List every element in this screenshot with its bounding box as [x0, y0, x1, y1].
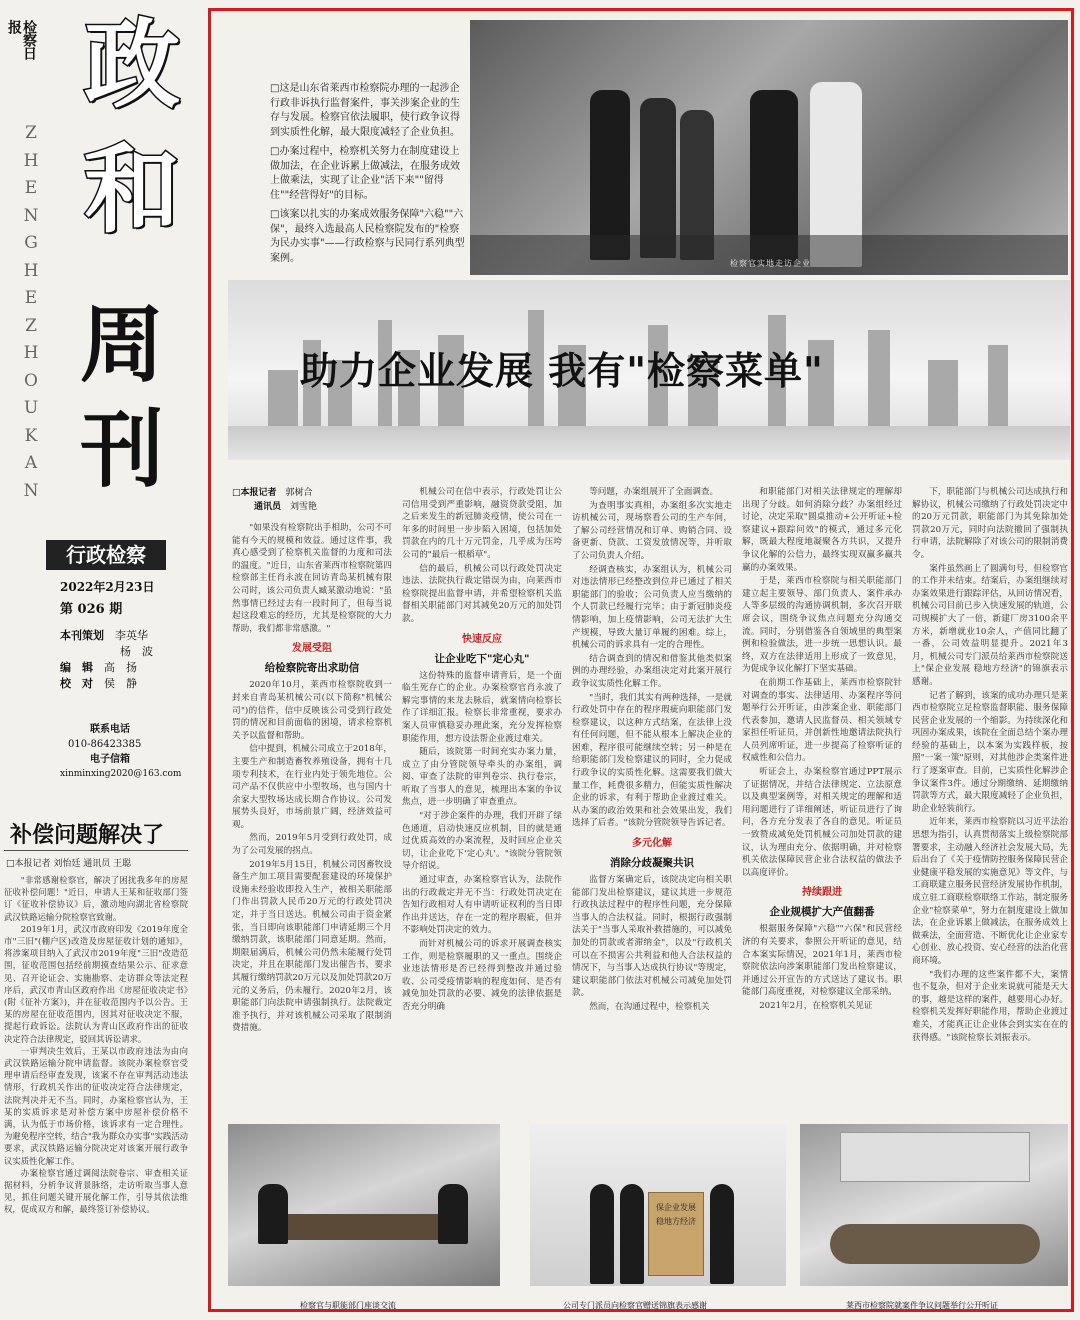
masthead-char-1: 政 — [84, 8, 180, 121]
bottom-caption-2: 公司专门派员向检察官赠送锦旗表示感谢 — [563, 1301, 707, 1310]
top-photo — [470, 20, 1068, 275]
paper-logo: 检察日报 — [6, 20, 37, 59]
bottom-photo-3 — [800, 1124, 1068, 1286]
top-photo-caption: 检察官实地走访企业 — [730, 259, 811, 268]
issue-number: 第 026 期 — [60, 602, 123, 617]
column-3: 等问题，办案组展开了全面调查。 为查明事实真相，办案组多次实地走访机械公司，现场察看公司的生产车间，了解公司经营情况和订单、购销合同、设备更新、贷款、工资发放情况等，并听取了公司负责人介绍。 经调查核实，办案组认为，机械公司对违法情形已经整改到位并已通过了相关职能部门的验收；公司负责人应当缴纳的个人罚款已经履行完毕；由于新冠肺炎疫情影响，加上疫情影响，公司无法扩大生产规模，导致大量订单履约困难。综上，机械公司的诉求具有一定的合理性。 结合调查到的情况和借鉴其他类似案例的办理经验，办案组决定对此案开展行政争议实质性化解工作。 "当时，我们其实有两种选择，一是就行政处罚中存在的程序瑕疵向职能部门发检察建议，以这种方式结案，在法律上没有任何问题，但不能从根本上解决企业的困难，程序很可能继续空转；另一种是在给职能部门发检察建议的同时，全力促成行政争议的实质性化解。这需要我们做大量工作，耗费很多精力，但能实质性解决企业的诉求，有利于帮助企业渡过难关。从办案的政治效果和社会效果出发，我们选择了后者。"该院分管院领导告诉记者。 多元化解 消除分歧凝聚共识 监督方案确定后，该院决定向相关职能部门发出检察建议，建议其进一步规范行政执法过程中的程序性问题，充分保障当事人的合法权益。同时，根据行政强制法关于"当事人采取补救措施的，可以减免加处的罚款或者滞纳金"，以及"行政机关可以在不损害公共利益和他人合法权益的情况下，与当事人达成执行协议"等规定，建议职能部门依法对机械公司减免加处罚款。 然而，在沟通过程中，检察机关 — [572, 487, 732, 1012]
award-banner: 保企业发展 稳地方经济 — [648, 1192, 704, 1276]
masthead-char-2: 和 — [84, 133, 180, 246]
staff-list: 本刊策划 李英华 杨 波 编 辑 高 扬 校 对 侯 静 — [60, 629, 153, 690]
column-5: 下，职能部门与机械公司达成执行和解协议，机械公司缴纳了行政处罚决定中的20万元罚款，职能部门为其免除加处罚款20万元，同时向法院撤回了强制执行申请，法院解除了对该公司的限制消费令。 案件虽然画上了圆满句号，但检察官的工作并未结束。结案后，办案组继续对办案效果进行跟踪评估，从回访情况看，机械公司目前已步入快速发展的轨道，公司规模扩大了一倍，新建厂房3100余平方米，新增就业10余人，产值同比翻了一番，公司效益明显提升。2021年3月，机械公司专门派员给莱西市检察院送上"保企业发展 稳地方经济"的锦旗表示感谢。 记者了解到，该案的成功办理只是莱西市检察院立足检察监督职能、服务保障民营企业发展的一个缩影。为持续深化和巩固办案成果，该院在全面总结个案办理经验的基础上，以本案为实践样板，按照"一案一策"原则，对其他涉企类案件进行了逐案审查。目前，已实质性化解涉企争议案件3件。通过分期缴纳、延期缴纳罚款等方式，最大限度减轻了企业负担，助企业轻装前行。 近年来，莱西市检察院以习近平法治思想为指引，认真贯彻落实上级检察院部署要求，主动融入经济社会发展大局，先后出台了《关于疫情防控服务保障民营企业健康平稳发展的实施意见》等文件，与工商联建立服务民营经济发展协作机制，成立驻工商联检察联络工作站，制定服务企业"检察菜单"，努力在制度建设上做加法，在企业诉累上做减法，在服务成效上做乘法，全面营造、不断优化让企业家专心创业、放心投资、安心经营的法治化营商环境。 "我们办理的这些案件都不大，案情也不复杂，但对于企业来说就可能是天大的事，越是这样的案件，越要用心办好。检察机关发挥好职能作用，帮助企业渡过难关，才能真正让企业体会到实实在在的获得感。"该院检察长刘振表示。 — [912, 487, 1068, 1043]
column-2: 机械公司在信中表示，行政处罚让公司信用受到严重影响，融资贷款受阻，加之后来发生的新冠肺炎疫情，使公司在一年多的时间里一步步陷入困境，包括加处罚款在内的几十万元罚金，几乎成为压垮公司的"最后一根稻草"。 信的最后，机械公司以行政处罚决定违法、法院执行裁定错误为由，向莱西市检察院提出监督申请，并希望检察机关监督相关职能部门对其减免20万元的加处罚款。 快速反应 让企业吃下"定心丸" 这份特殊的监督申请背后，是一个面临生死存亡的企业。办案检察官肖永波了解完事情的来龙去脉后，就案情向检察长作了详细汇报。检察长非常重视，要求办案人员审慎稳妥办理此案，充分发挥检察职能作用，想方设法帮企业渡过难关。 随后，该院第一时间充实办案力量，成立了由分管院领导牵头的办案组，调阅、审查了法院的审判卷宗、执行卷宗，听取了当事人的意见，梳理出本案的争议焦点，进一步明确了审查重点。 "对于涉企案件的办理，我们开辟了绿色通道，启动快速反应机制，目的就是通过优质高效的办案流程，及时回应企业关切，让企业吃下'定心丸'。"该院分管院领导介绍说。 通过审查，办案检察官认为，法院作出的行政裁定并无不当：行政处罚决定在告知行政相对人有申请听证权利的当日即作出并送达，存在一定的程序瑕疵，但并不影响处罚决定的效力。 而针对机械公司的诉求开展调查核实工作，则是检察履职的又一重点。围绕企业违法情形是否已经得到整改并通过验收、公司受疫情影响的程度如何、是否有减免加处罚款的必要、减免的法律依据是否充分明确 — [402, 487, 562, 1012]
column-4: 和职能部门对相关法律规定的理解却出现了分歧。如何消除分歧？办案组经过讨论，决定采取"圆桌推动+公开听证+检察建议+跟踪问效"的模式，通过多元化解，既最大程度地凝聚各方共识，又提升争议化解的公信力，最终实现双赢多赢共赢的办案效果。 于是，莱西市检察院与相关职能部门建立起主要领导、部门负责人、案件承办人等多层级的沟通协调机制，多次召开联席会议，围绕争议焦点问题充分沟通交流。同时，分别借鉴各自领域里的典型案例和检验做法，进一步统一思想认识。最终，双方在法律适用上形成了一致意见，为促成争议化解打下坚实基础。 在前期工作基础上，莱西市检察院针对调查的事实、法律适用、办案程序等问题举行公开听证，由涉案企业、职能部门代表参加，邀请人民监督员、相关领域专家担任听证员，并创新性地邀请法院执行人员列席听证，进一步提高了检察听证的权威性和公信力。 听证会上，办案检察官通过PPT展示了证据情况，并结合法律规定、立法原意以及典型案例等，对相关规定的理解和适用问题进行了详细阐述，听证员进行了询问，各方充分发表了各自的意见。听证员一致赞成减免处罚机械公司加处罚款的建议，认为理由充分、依据明确，并对检察机关依法保障民营企业合法权益的做法予以高度评价。 持续跟进 企业规模扩大产值翻番 根据服务保障"六稳""六保"和民营经济的有关要求，参照公开听证的意见，结合本案实际情况，2021年1月，莱西市检察院依法向涉案职能部门发出检察建议，并通过公开宣告的方式送达了建议书。职能部门高度重视，对检察建议全部采纳。 2021年2月，在检察机关见证 — [742, 487, 902, 1011]
bottom-photo-1 — [228, 1124, 500, 1286]
contact-block: 联系电话 010-86423385 电子信箱 xinminxing2020@163.com — [60, 724, 182, 779]
bottom-photo-2 — [530, 1124, 786, 1286]
main-byline: □本报记者 郭树合 通讯员 刘雪艳 — [232, 488, 318, 512]
masthead-pinyin: Z H E N G H E Z H O U K A N — [23, 123, 39, 501]
masthead-char-4: 刊 — [79, 400, 164, 499]
left-article-byline: □本报记者 刘怡廷 通讯员 王聪 — [6, 859, 132, 869]
bottom-caption-1: 检察官与职能部门座谈交流 — [300, 1301, 396, 1310]
masthead-char-3: 周 — [79, 295, 164, 394]
main-headline: 助力企业发展 我有"检察菜单" — [300, 348, 824, 393]
issue-date: 2022年2月23日 — [60, 580, 155, 594]
section-banner: 行政检察 — [46, 540, 166, 570]
column-1: "如果没有检察院出手相助，公司不可能有今天的规模和效益。通过这件事，我真心感受到了检察机关监督的力度和司法的温度。"近日，山东省莱西市检察院第四检察部主任肖永波在回访青岛某机械有限公司时，该公司负责人臧某激动地说："虽然事情已经过去有一段时间了，但每当说起这段难忘的经历，尤其是检察院的大力帮助，我们都非常感激。" 发展受阻 给检察院寄出求助信 2020年10月，莱西市检察院收到一封来自青岛某机械公司(以下简称"机械公司")的信件，信中反映该公司受到行政处罚的情况和目前面临的困境，请求检察机关予以监督和帮助。 信中提到，机械公司成立于2018年，主要生产和制造畜牧养殖设备，拥有十几项专利技术，在行业内处于领先地位。公司产品不仅供应中小型牧场，也与国内十余家大型牧场达成长期合作协议。公司发展势头良好，市场前景广阔，经济效益可观。 然而，2019年5月受到行政处罚，成为了公司发展的拐点。 2019年5月15日，机械公司因畜牧设备生产加工项目需要配套建设的环境保护设施未经验收即投入生产，被相关职能部门作出罚款人民币20万元的行政处罚决定，并于当日送达。机械公司由于资金紧张，当日即向该职能部门申请延期三个月缴纳罚款，该职能部门同意延期。然而，期限届满后，机械公司仍然未能履行处罚决定，并且在职能部门发出催告书，要求其履行缴纳罚款20万元以及加处罚款20万元的义务后，仍未履行。2020年2月，该职能部门向法院申请强制执行。法院裁定准予执行，并对该机械公司采取了限制消费措施。 — [232, 523, 392, 1034]
left-article-title: 补偿问题解决了 — [10, 822, 165, 848]
intro-block: □这是山东省莱西市检察院办理的一起涉企行政非诉执行监督案件，事关涉案企业的生存与发展。检察官依法履职，使行政争议得到实质性化解，最大限度减轻了企业负担。 □办案过程中，检察机关努力在制度建设上做加法，在企业诉累上做减法，在服务成效上做乘法，实现了让企业"活下来""留得住""经营得好"的目标。 □该案以扎实的办案成效服务保障"六稳""六保"，最终入选最高人民检察院发布的"检察为民办实事"——行政检察与民同行系列典型案例。 — [270, 83, 465, 264]
bottom-caption-3: 莱西市检察院就案件争议问题举行公开听证 — [846, 1301, 998, 1310]
left-article-body: "非常感谢检察官，解决了困扰我多年的房屋征收补偿问题！"近日，申请人王某和征收部门签订《征收补偿协议》后，激动地向湖北省检察院武汉铁路运输分院检察官致谢。 2019年1月，武汉市政府印发《2019年度全市"三旧"(棚户区)改造及房屋征收计划的通知》，将涉案项目纳入了武汉市2019年度"三旧"改造范围，征收范围包括经前期摸查结果公示、征求意见、召开论证会、实施勘察、走访群众等法定程序后，武汉市青山区政府作出《房屋征收决定书》(附《征补方案》)，并在征收范围内予以公告。王某的房屋在征收范围内，因其对征收决定不服，提起行政诉讼。法院认为青山区政府作出的征收决定符合法律规定，驳回其诉讼请求。 一审判决生效后，王某以市政府违法为由向武汉铁路运输分院申请监督。该院办案检察官受理申请后经审查发现，该案不存在审判活动违法情形，行政机关作出的征收决定符合法律规定，法院判决并无不当。同时，办案检察官认为，王某的实质诉求是对补偿方案中房屋补偿价格不满，认为低于市场价格，该诉求有一定合理性。为避免程序空转，结合"我为群众办实事"实践活动要求，武汉铁路运输分院决定对该案开展行政争议实质性化解工作。 办案检察官通过调阅法院卷宗、审查相关证据材料，分析争议背景脉络，走访听取当事人意见，抓住问题关键开展化解工作，引导其依法维权，促成双方和解，最终签订补偿协议。 — [4, 875, 188, 1215]
